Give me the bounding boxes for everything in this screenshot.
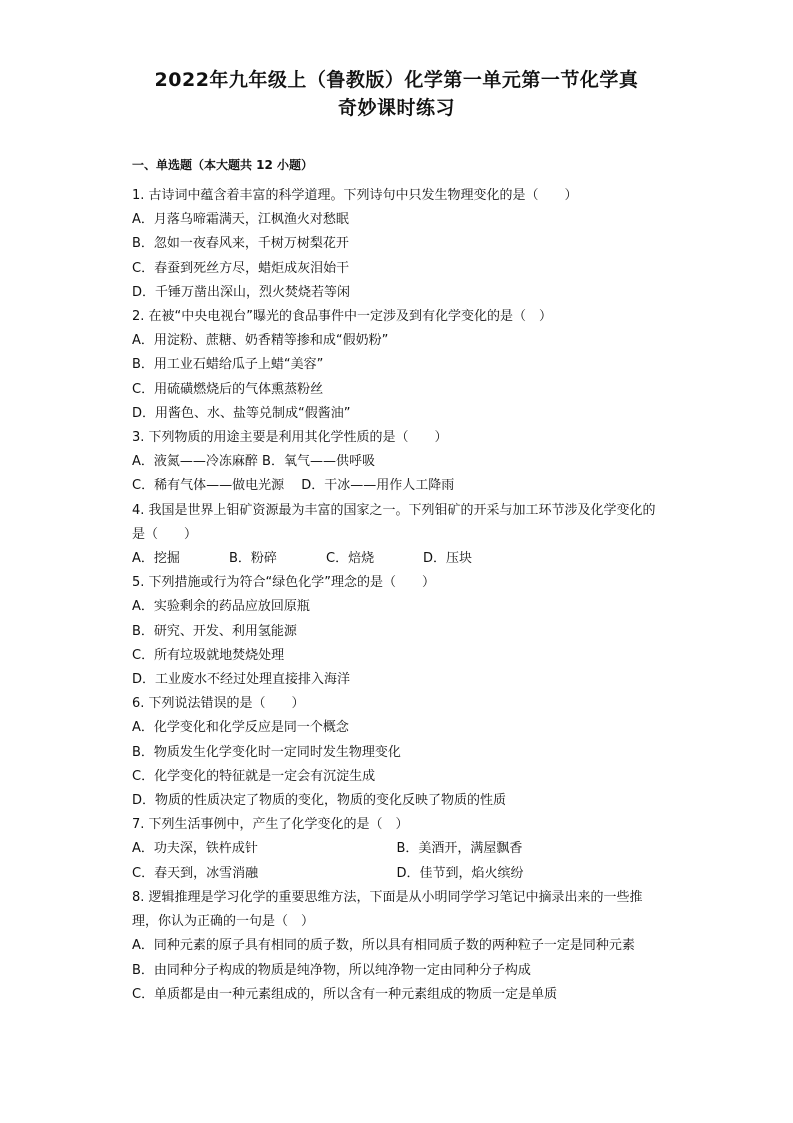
question-stem: 4. 我国是世界上钼矿资源最为丰富的国家之一。下列钼矿的开采与加工环节涉及化学变化的是（ ） <box>132 502 656 542</box>
option-d: D．佳节到，焰火缤纷 <box>396 865 524 881</box>
option-b: B．物质发生化学变化时一定同时发生物理变化 <box>132 744 401 760</box>
question-stem: 5. 下列措施或行为符合“绿色化学”理念的是（ ） <box>132 575 436 591</box>
option-d: D．压块 <box>423 551 473 567</box>
option-a: A．用淀粉、蔗糖、奶香精等掺和成“假奶粉” <box>132 333 389 349</box>
question-2 <box>132 305 661 426</box>
option-c: C．焙烧 <box>326 551 375 567</box>
question-3 <box>132 426 661 499</box>
option-a: A．化学变化和化学反应是同一个概念 <box>132 720 349 736</box>
option-c: C．春天到，冰雪消融 <box>132 865 259 881</box>
option-row <box>132 547 661 571</box>
option-b: B．美酒开，满屋飘香 <box>396 841 523 857</box>
section-heading: 一、单选题（本大题共 12 小题） <box>132 158 314 172</box>
option-row <box>132 837 661 861</box>
option-line-cd: C．稀有气体——做电光源 D．干冰——用作人工降雨 <box>132 478 455 494</box>
option-a: A．功夫深，铁杵成针 <box>132 841 258 857</box>
question-7 <box>132 813 661 886</box>
option-d: D．用酱色、水、盐等兑制成“假酱油” <box>132 405 351 421</box>
question-stem: 7. 下列生活事例中，产生了化学变化的是（ ） <box>132 817 409 833</box>
option-a: A．实验剩余的药品应放回原瓶 <box>132 599 310 615</box>
option-b: B．研究、开发、利用氢能源 <box>132 623 297 639</box>
question-8 <box>132 886 661 1007</box>
option-c: C．所有垃圾就地焚烧处理 <box>132 647 285 663</box>
option-c: C．单质都是由一种元素组成的，所以含有一种元素组成的物质一定是单质 <box>132 986 558 1002</box>
question-5 <box>132 571 661 692</box>
title-line-1: 2022年九年级上（鲁教版）化学第一单元第一节化学真 <box>154 69 639 91</box>
document-title <box>132 0 661 122</box>
option-row <box>132 862 661 886</box>
option-a: A．挖掘 <box>132 551 180 567</box>
option-c: C．用硫磺燃烧后的气体熏蒸粉丝 <box>132 381 324 397</box>
option-a: A．同种元素的原子具有相同的质子数，所以具有相同质子数的两种粒子一定是同种元素 <box>132 938 635 954</box>
question-6 <box>132 692 661 813</box>
question-4 <box>132 499 661 572</box>
title-line-2: 奇妙课时练习 <box>337 97 455 119</box>
question-stem: 8. 逻辑推理是学习化学的重要思维方法，下面是从小明同学学习笔记中摘录出来的一些推理，你认为正确的一句是（ ） <box>132 889 643 930</box>
option-a: A．月落乌啼霜满天，江枫渔火对愁眠 <box>132 212 349 228</box>
question-stem: 3. 下列物质的用途主要是利用其化学性质的是（ ） <box>132 430 448 446</box>
question-1 <box>132 184 661 305</box>
option-c: C．春蚕到死丝方尽，蜡炬成灰泪始干 <box>132 260 350 276</box>
option-b: B．粉碎 <box>229 551 277 567</box>
option-d: D．千锤万凿出深山，烈火焚烧若等闲 <box>132 284 351 300</box>
option-d: D．工业废水不经过处理直接排入海洋 <box>132 672 351 688</box>
question-stem: 1. 古诗词中蕴含着丰富的科学道理。下列诗句中只发生物理变化的是（ ） <box>132 188 578 203</box>
option-c: C．化学变化的特征就是一定会有沉淀生成 <box>132 768 376 784</box>
option-b: B．由同种分子构成的物质是纯净物，所以纯净物一定由同种分子构成 <box>132 962 531 978</box>
option-line-ab: A．液氮——冷冻麻醉 B．氧气——供呼吸 <box>132 454 375 470</box>
option-b: B．用工业石蜡给瓜子上蜡“美容” <box>132 357 324 373</box>
option-d: D．物质的性质决定了物质的变化，物质的变化反映了物质的性质 <box>132 793 507 809</box>
question-stem: 2. 在被“中央电视台”曝光的食品事件中一定涉及到有化学变化的是（ ） <box>132 309 553 325</box>
question-stem: 6. 下列说法错误的是（ ） <box>132 696 305 712</box>
option-b: B．忽如一夜春风来，千树万树梨花开 <box>132 236 349 252</box>
